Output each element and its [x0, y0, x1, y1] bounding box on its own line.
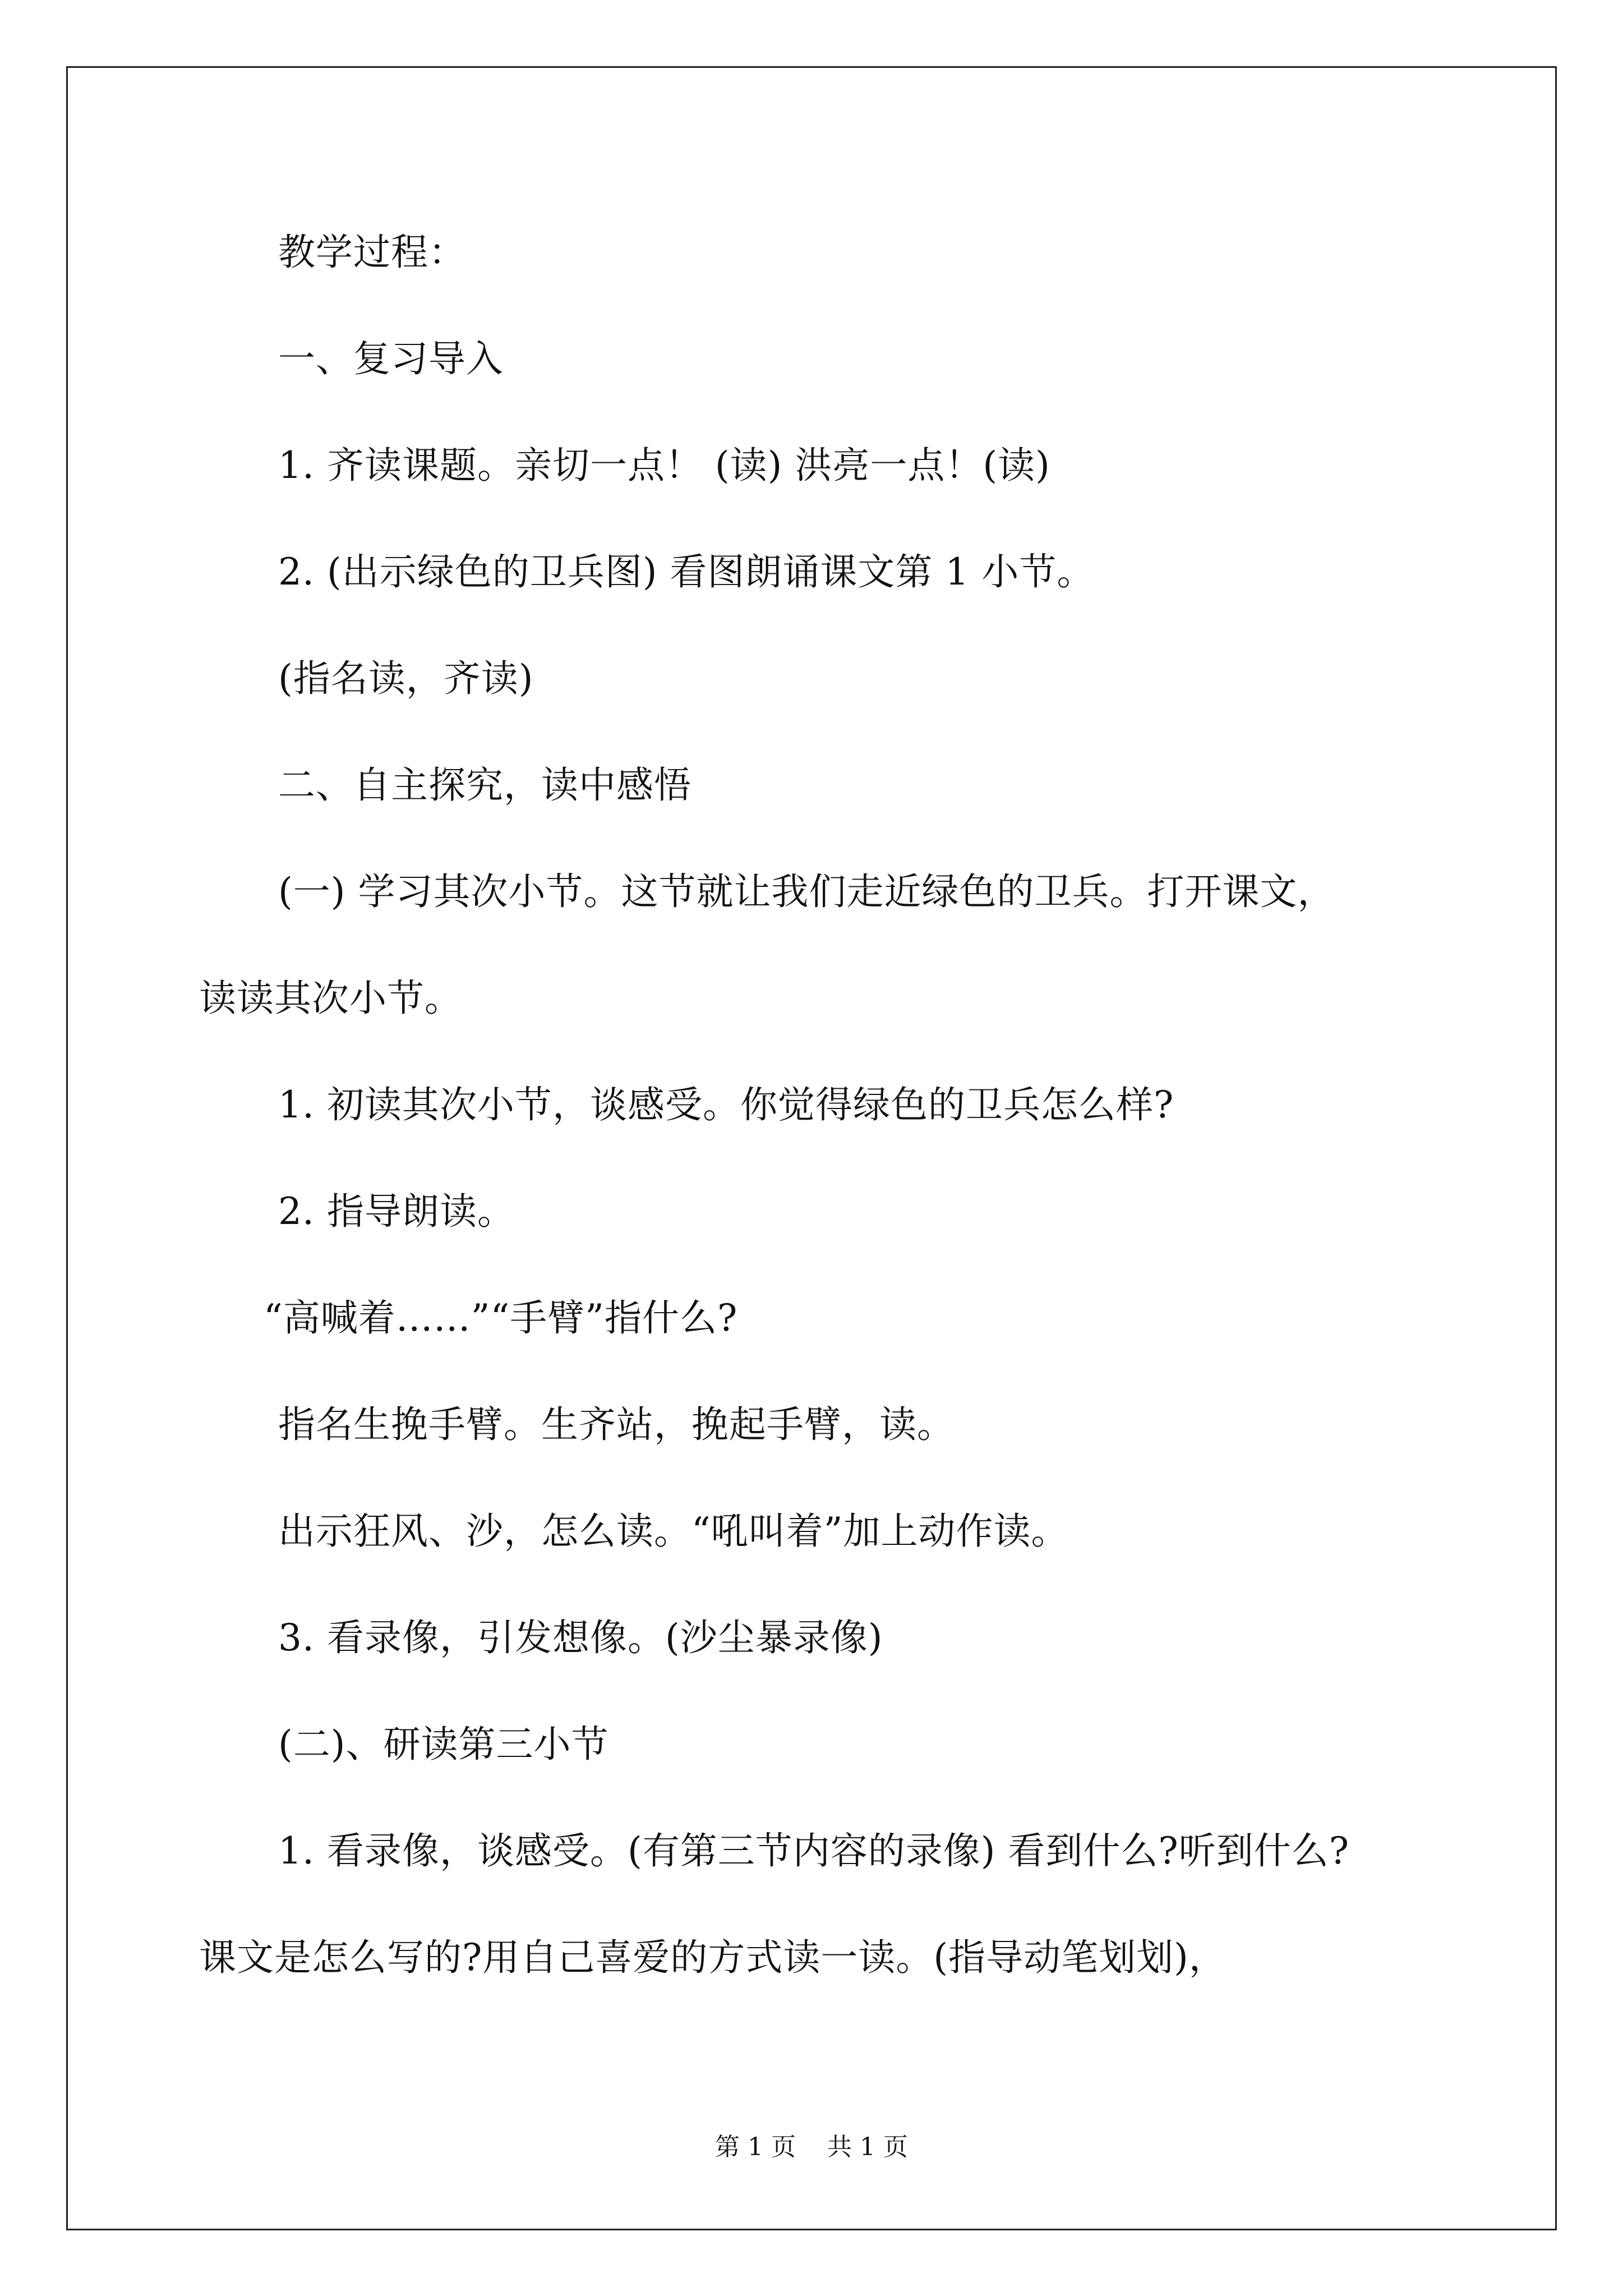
- paragraph-line: 1. 看录像，谈感受。(有第三节内容的录像) 看到什么?听到什么?: [278, 1829, 1350, 1872]
- paragraph-line: 2. (出示绿色的卫兵图) 看图朗诵课文第 1 小节。: [278, 550, 1095, 593]
- section-one-heading: 一、复习导入: [278, 337, 504, 380]
- page-border: [66, 66, 1557, 2230]
- paragraph-line: (一) 学习其次小节。这节就让我们走近绿色的卫兵。打开课文，: [278, 870, 1335, 913]
- paragraph-line: 课文是怎么写的?用自己喜爱的方式读一读。(指导动笔划划)，: [199, 1936, 1227, 1979]
- paragraph-line: 2. 指导朗读。: [278, 1190, 515, 1233]
- paragraph-line: 指名生挽手臂。生齐站，挽起手臂，读。: [278, 1403, 955, 1446]
- paragraph-line: (指名读，齐读): [278, 657, 534, 700]
- paragraph-line: 1. 齐读课题。亲切一点！ (读) 洪亮一点！(读): [278, 444, 1050, 487]
- heading-teaching-process: 教学过程：: [278, 231, 466, 274]
- paragraph-line: 读读其次小节。: [199, 977, 462, 1020]
- paragraph-line: 3. 看录像，引发想像。(沙尘暴录像): [278, 1616, 883, 1659]
- subsection-heading: (二)、研读第三小节: [278, 1723, 609, 1766]
- paragraph-line: 出示狂风、沙，怎么读。“吼叫着”加上动作读。: [278, 1510, 1069, 1553]
- section-two-heading: 二、自主探究，读中感悟: [278, 763, 691, 807]
- page-number-footer: 第 1 页 共 1 页: [715, 2133, 908, 2161]
- paragraph-line: “高喊着……”“手臂”指什么?: [264, 1296, 738, 1340]
- paragraph-line: 1. 初读其次小节，谈感受。你觉得绿色的卫兵怎么样?: [278, 1083, 1174, 1126]
